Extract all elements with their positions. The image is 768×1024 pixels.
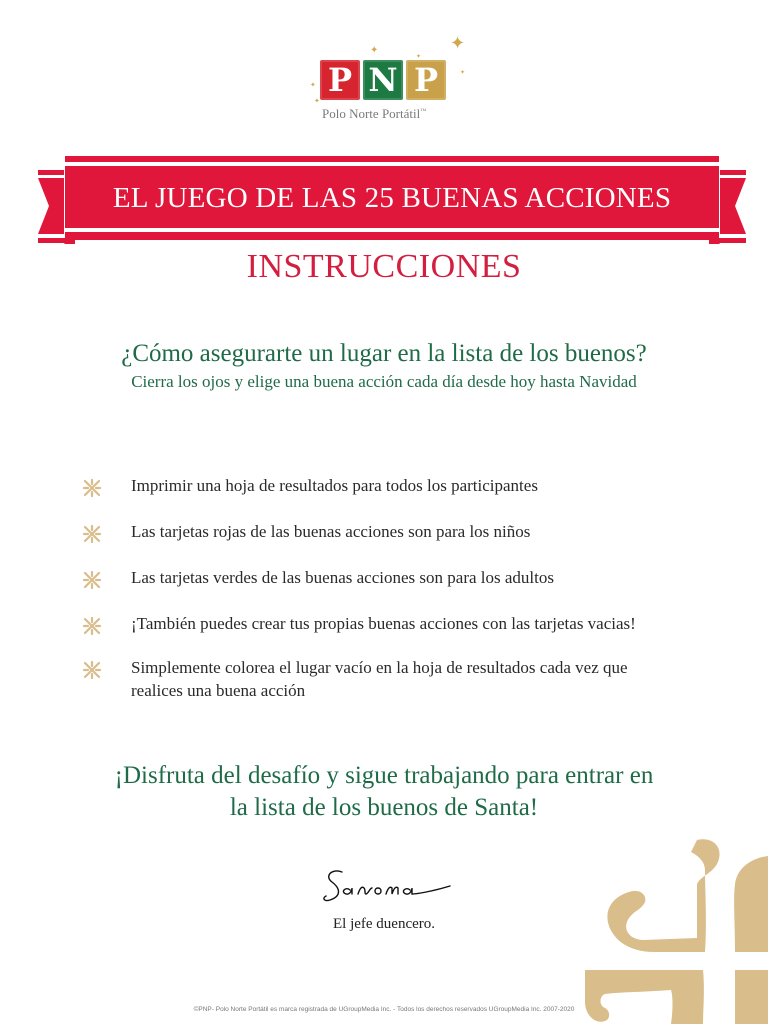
intro-question: ¿Cómo asegurarte un lugar en la lista de los buenos? [121,340,647,367]
snowflake-icon [80,614,104,638]
copyright-footer: ©PNP- Polo Norte Portátil es marca registrada de UGroupMedia Inc. - Todos los derechos reservados UGroupMedia Inc. 2007-2020 [193,1006,575,1013]
ribbon-stripe-top [65,156,719,162]
sparkle-icon: ✦ [450,33,466,53]
logo-letter-n-green: N [363,60,403,100]
logo-letter-p-gold: P [406,60,446,100]
sparkle-icon: ✦ [310,81,316,89]
page-title: INSTRUCCIONES [246,248,522,285]
snowflake-icon [80,476,104,500]
logo-letter-p-red: P [320,60,360,100]
snowflake-icon [80,522,104,546]
handwritten-signature [320,860,460,910]
instruction-text: Las tarjetas rojas de las buenas acciones son para los niños [131,522,531,541]
snowflake-icon [80,568,104,592]
instruction-text: Imprimir una hoja de resultados para todos los participantes [131,476,538,495]
sparkle-icon: ✦ [460,70,466,76]
list-item [80,520,680,543]
banner-title: EL JUEGO DE LAS 25 BUENAS ACCIONES [112,182,672,214]
gold-ornament-icon [585,830,768,1024]
logo-subtitle [322,106,426,122]
list-item [80,474,680,497]
title-ribbon-banner [35,156,749,252]
instruction-list [80,474,680,702]
instruction-text: Las tarjetas verdes de las buenas acciones son para los adultos [131,568,554,587]
instruction-text: Simplemente colorea el lugar vacío en la hoja de resultados cada vez que realices una buena acción [131,658,628,700]
sparkle-icon: ✦ [314,97,320,105]
closing-message [0,760,768,824]
closing-line-1: ¡Disfruta del desafío y sigue trabajando para entrar en [114,762,654,789]
pnp-logo [300,33,470,128]
sparkle-icon: ✦ [416,54,422,60]
intro-subtitle: Cierra los ojos y elige una buena acción cada día desde hoy hasta Navidad [131,372,637,391]
snowflake-icon [80,658,104,682]
trademark-symbol: ™ [420,108,427,115]
instruction-text: ¡También puedes crear tus propias buenas acciones con las tarjetas vacias! [131,614,636,633]
list-item [80,612,680,635]
ribbon-stripe-bottom [65,232,719,240]
sparkle-icon: ✦ [370,45,379,56]
list-item [80,566,680,589]
signer-title: El jefe duencero. [332,916,436,932]
logo-subtitle-text: Polo Norte Portátil [322,106,421,121]
list-item [80,656,680,702]
ribbon-body [65,156,719,240]
closing-line-2: la lista de los buenos de Santa! [229,794,539,821]
